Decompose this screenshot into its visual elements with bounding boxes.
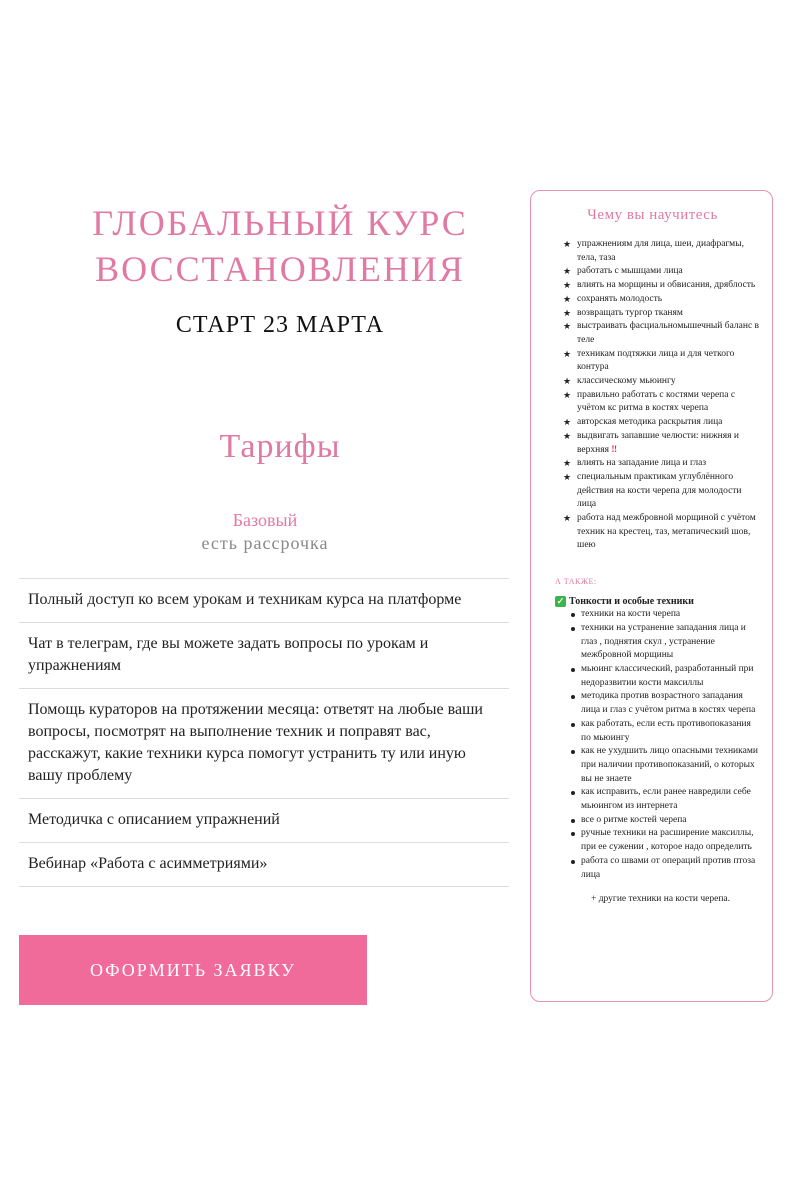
learn-item — [563, 320, 762, 347]
star-icon: ★ — [563, 417, 572, 428]
star-icon: ★ — [563, 348, 572, 359]
star-icon: ★ — [563, 376, 572, 387]
tariffs-heading: Тарифы — [219, 428, 341, 465]
feature-item: Чат в телеграм, где вы можете задать вопросы по урокам и упражнениям — [19, 623, 509, 689]
learn-item-text: упражнениям для лица, шеи, диафрагмы, тела, таза — [577, 239, 744, 263]
technique-item: работа со швами от операций против птоза лица — [571, 855, 762, 882]
course-title — [20, 200, 540, 292]
feature-item: Вебинар «Работа с асимметриями» — [19, 843, 509, 887]
learn-item — [563, 293, 762, 307]
learn-item-text: влиять на западание лица и глаз — [577, 458, 707, 469]
apply-button[interactable]: ОФОРМИТЬ ЗАЯВКУ — [19, 935, 367, 1005]
star-icon: ★ — [563, 458, 572, 469]
course-title-line1: ГЛОБАЛЬНЫЙ КУРС — [92, 203, 468, 243]
star-icon: ★ — [563, 293, 572, 304]
learn-item-text: правильно работать с костями черепа с учётом кс ритма в костях черепа — [577, 389, 736, 414]
check-icon: ✓ — [556, 596, 565, 607]
technique-item: как работать, если есть противопоказания по мьюингу — [571, 718, 762, 745]
more-techniques-note: + другие техники на кости черепа. — [590, 894, 730, 905]
learn-item — [563, 416, 762, 430]
learn-item-text: специальным практикам углублённого действия на кости черепа для молодости лица — [577, 471, 742, 510]
technique-item: все о ритме костей черепа — [571, 814, 762, 828]
technique-item: мьюинг классический, разработанный при недоразвитии кости максиллы — [571, 663, 762, 690]
learn-item — [563, 389, 762, 416]
learn-card — [530, 190, 773, 1002]
star-icon: ★ — [563, 239, 572, 249]
special-techniques-title: Тонкости и особые техники — [569, 596, 694, 608]
star-icon: ★ — [563, 471, 572, 482]
learn-item — [563, 471, 762, 512]
learn-list — [563, 238, 762, 553]
double-exclamation-icon: ‼ — [611, 444, 618, 455]
technique-item: методика против возрастного западания лица и глаз с учётом ритма в костях черепа — [571, 690, 762, 717]
feature-item: Полный доступ ко всем урокам и техникам курса на платформе — [19, 579, 509, 623]
learn-item-text: авторская методика раскрытия лица — [577, 417, 723, 428]
learn-item — [563, 307, 762, 321]
learn-item — [563, 279, 762, 293]
card-title: Чему вы научитесь — [587, 207, 718, 223]
learn-item — [563, 457, 762, 471]
star-icon: ★ — [563, 430, 572, 441]
learn-item — [563, 348, 762, 375]
learn-item-text: влиять на морщины и обвисания, дряблость — [577, 280, 756, 291]
star-icon: ★ — [563, 389, 572, 400]
learn-item — [563, 265, 762, 279]
feature-item: Помощь кураторов на протяжении месяца: ответят на любые ваши вопросы, посмотрят на выполнение техник и поправят вас, расскажут, какие техники курса помогут устранить ту или иную вашу проблему — [19, 689, 509, 799]
learn-item-text: классическому мьюингу — [577, 376, 676, 387]
feature-list — [19, 578, 509, 887]
learn-item-text: работать с мышцами лица — [577, 266, 683, 277]
learn-item — [563, 375, 762, 389]
technique-item: техники на устранение западания лица и глаз , поднятия скул , устранение межбровной морщины — [571, 622, 762, 663]
learn-item-text: сохранять молодость — [577, 293, 663, 304]
feature-item: Методичка с описанием упражнений — [19, 799, 509, 843]
star-icon: ★ — [563, 513, 572, 524]
technique-item: как не ухудшить лицо опасными техниками при наличии противопоказаний, о которых вы не знаете — [571, 745, 762, 786]
star-icon: ★ — [563, 266, 572, 277]
technique-item: как исправить, если ранее навредили себе мьюингом из интернета — [571, 786, 762, 813]
plan-name: Базовый — [232, 510, 298, 530]
also-label: А ТАКЖЕ: — [555, 577, 597, 587]
technique-item: техники на кости черепа — [571, 608, 762, 622]
learn-item-text: выстраивать фасциальномышечный баланс в теле — [577, 321, 760, 345]
installment-note: есть рассрочка — [201, 533, 329, 553]
star-icon: ★ — [563, 321, 572, 332]
star-icon: ★ — [563, 307, 572, 318]
learn-item-text: техникам подтяжки лица и для четкого контура — [577, 348, 735, 373]
learn-item-text: возвращать тургор тканям — [577, 307, 683, 318]
learn-item — [563, 512, 762, 553]
special-techniques-list — [571, 608, 762, 882]
learn-item-text: работа над межбровной морщиной с учётом техник на крестец, таз, метапический шов, шею — [577, 513, 756, 551]
technique-item: ручные техники на расширение максиллы, при ее сужении , которое надо определить — [571, 827, 762, 854]
learn-item-text: выдвигать запавшие челюсти: нижняя и верхняя — [577, 430, 739, 455]
start-date: СТАРТ 23 МАРТА — [175, 312, 385, 338]
star-icon: ★ — [563, 280, 572, 291]
learn-item — [563, 430, 762, 457]
special-techniques-heading — [555, 596, 762, 607]
learn-item — [563, 238, 762, 265]
course-title-line2: ВОССТАНОВЛЕНИЯ — [95, 249, 465, 289]
